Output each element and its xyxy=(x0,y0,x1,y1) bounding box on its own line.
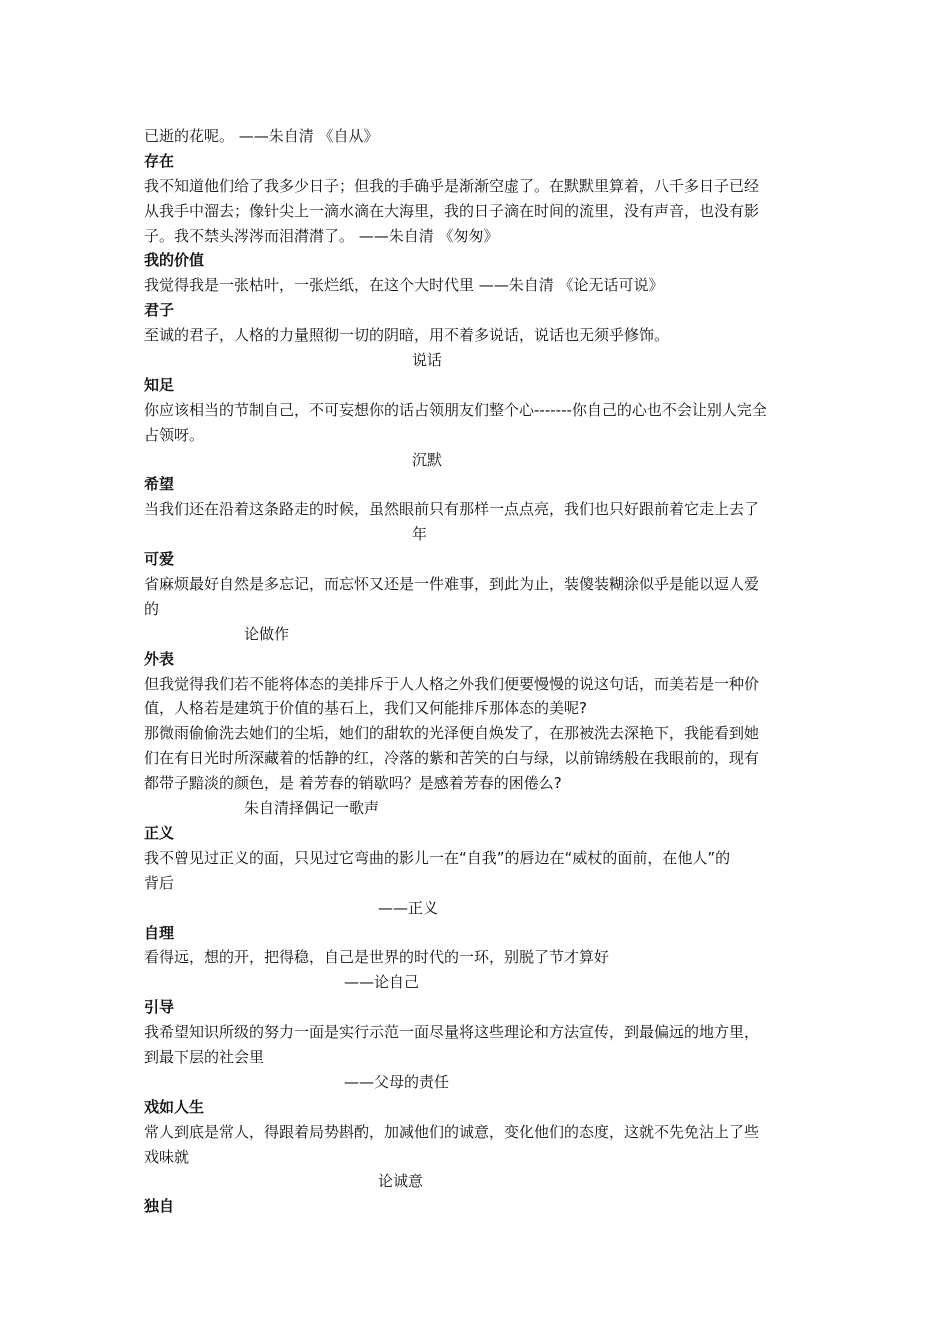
body-text-line: 我不知道他们给了我多少日子；但我的手确乎是渐渐空虚了。在默默里算着，八千多日子已经 xyxy=(144,176,760,195)
body-text-line: 已逝的花呢。 ——朱自清 《自从》 xyxy=(144,127,379,145)
body-text-line: 但我觉得我们若不能将体态的美排斥于人人格之外我们便要慢慢的说这句话，而美若是一种价 xyxy=(144,674,760,693)
source-attribution: 说话 xyxy=(412,351,443,370)
section-heading: 自理 xyxy=(144,923,175,942)
body-text-line: 到最下层的社会里 xyxy=(144,1047,265,1066)
document-page xyxy=(144,124,808,1219)
source-attribution: 年 xyxy=(412,525,428,544)
source-attribution: 沉默 xyxy=(412,450,443,469)
source-attribution: 论诚意 xyxy=(378,1172,424,1191)
section-heading: 外表 xyxy=(144,649,175,668)
source-attribution: ——论自己 xyxy=(344,973,420,992)
source-attribution: ——父母的责任 xyxy=(344,1072,450,1091)
body-text-line: 从我手中溜去；像针尖上一滴水滴在大海里，我的日子滴在时间的流里，没有声音，也没有影 xyxy=(144,201,760,220)
section-heading: 正义 xyxy=(144,823,175,842)
body-text-line: 都带子黯淡的颜色，是 着芳春的销歇吗？是感着芳春的困倦么? xyxy=(144,774,562,793)
body-text-line: 看得远，想的开，把得稳，自己是世界的时代的一环，别脱了节才算好 xyxy=(144,948,610,967)
section-heading: 戏如人生 xyxy=(144,1097,205,1116)
body-text-line: 子。我不禁头涔涔而泪潸潸了。 ——朱自清 《匆匆》 xyxy=(144,226,499,245)
source-attribution: ——正义 xyxy=(378,898,439,917)
section-heading: 引导 xyxy=(144,998,175,1017)
body-text-line: 的 xyxy=(144,599,160,618)
body-text-line: 当我们还在沿着这条路走的时候，虽然眼前只有那样一点点亮，我们也只好跟前着它走上去了 xyxy=(144,500,760,519)
body-text-line: 你应该相当的节制自己，不可妄想你的话占领朋友们整个心-------你自己的心也不会让别人完全 xyxy=(144,400,767,419)
body-text-line: 我希望知识所级的努力一面是实行示范一面尽量将这些理论和方法宣传，到最偏远的地方里， xyxy=(144,1023,760,1042)
section-heading: 存在 xyxy=(144,151,175,170)
body-text-line: 占领呀。 xyxy=(144,425,205,444)
body-text-line: 我觉得我是一张枯叶，一张烂纸，在这个大时代里 ——朱自清 《论无话可说》 xyxy=(144,276,664,295)
body-text-line: 省麻烦最好自然是多忘记，而忘怀又还是一件难事，到此为止，装傻装糊涂似乎是能以逗人爱 xyxy=(144,575,760,594)
source-attribution: 论做作 xyxy=(244,624,290,643)
source-attribution: 朱自清择偶记一歌声 xyxy=(244,799,380,818)
body-text-line: 值，人格若是建筑于价值的基石上，我们又何能排斥那体态的美呢? xyxy=(144,699,587,718)
section-heading: 可爱 xyxy=(144,550,175,569)
body-text-line: 至诚的君子，人格的力量照彻一切的阴暗，用不着多说话，说话也无须乎修饰。 xyxy=(144,326,670,345)
body-text-line: 我不曾见过正义的面，只见过它弯曲的影儿一在“自我”的唇边在“威杖的面前，在他人”的 xyxy=(144,848,731,867)
body-text-line: 戏味就 xyxy=(144,1147,190,1166)
section-heading: 独自 xyxy=(144,1197,175,1216)
body-text-line: 常人到底是常人，得跟着局势斟酌，加减他们的诚意，变化他们的态度，这就不先免沾上了些 xyxy=(144,1122,760,1141)
body-text-line: 们在有日光时所深藏着的恬静的红，冷落的紫和苦笑的白与绿，以前锦绣般在我眼前的，现有 xyxy=(144,749,760,768)
section-heading: 希望 xyxy=(144,475,175,494)
section-heading: 知足 xyxy=(144,375,175,394)
section-heading: 我的价值 xyxy=(144,251,205,270)
body-text-line: 那微雨偷偷洗去她们的尘垢，她们的甜软的光泽便自焕发了，在那被洗去深艳下，我能看到她 xyxy=(144,724,760,743)
section-heading: 君子 xyxy=(144,301,175,320)
body-text-line: 背后 xyxy=(144,873,175,892)
